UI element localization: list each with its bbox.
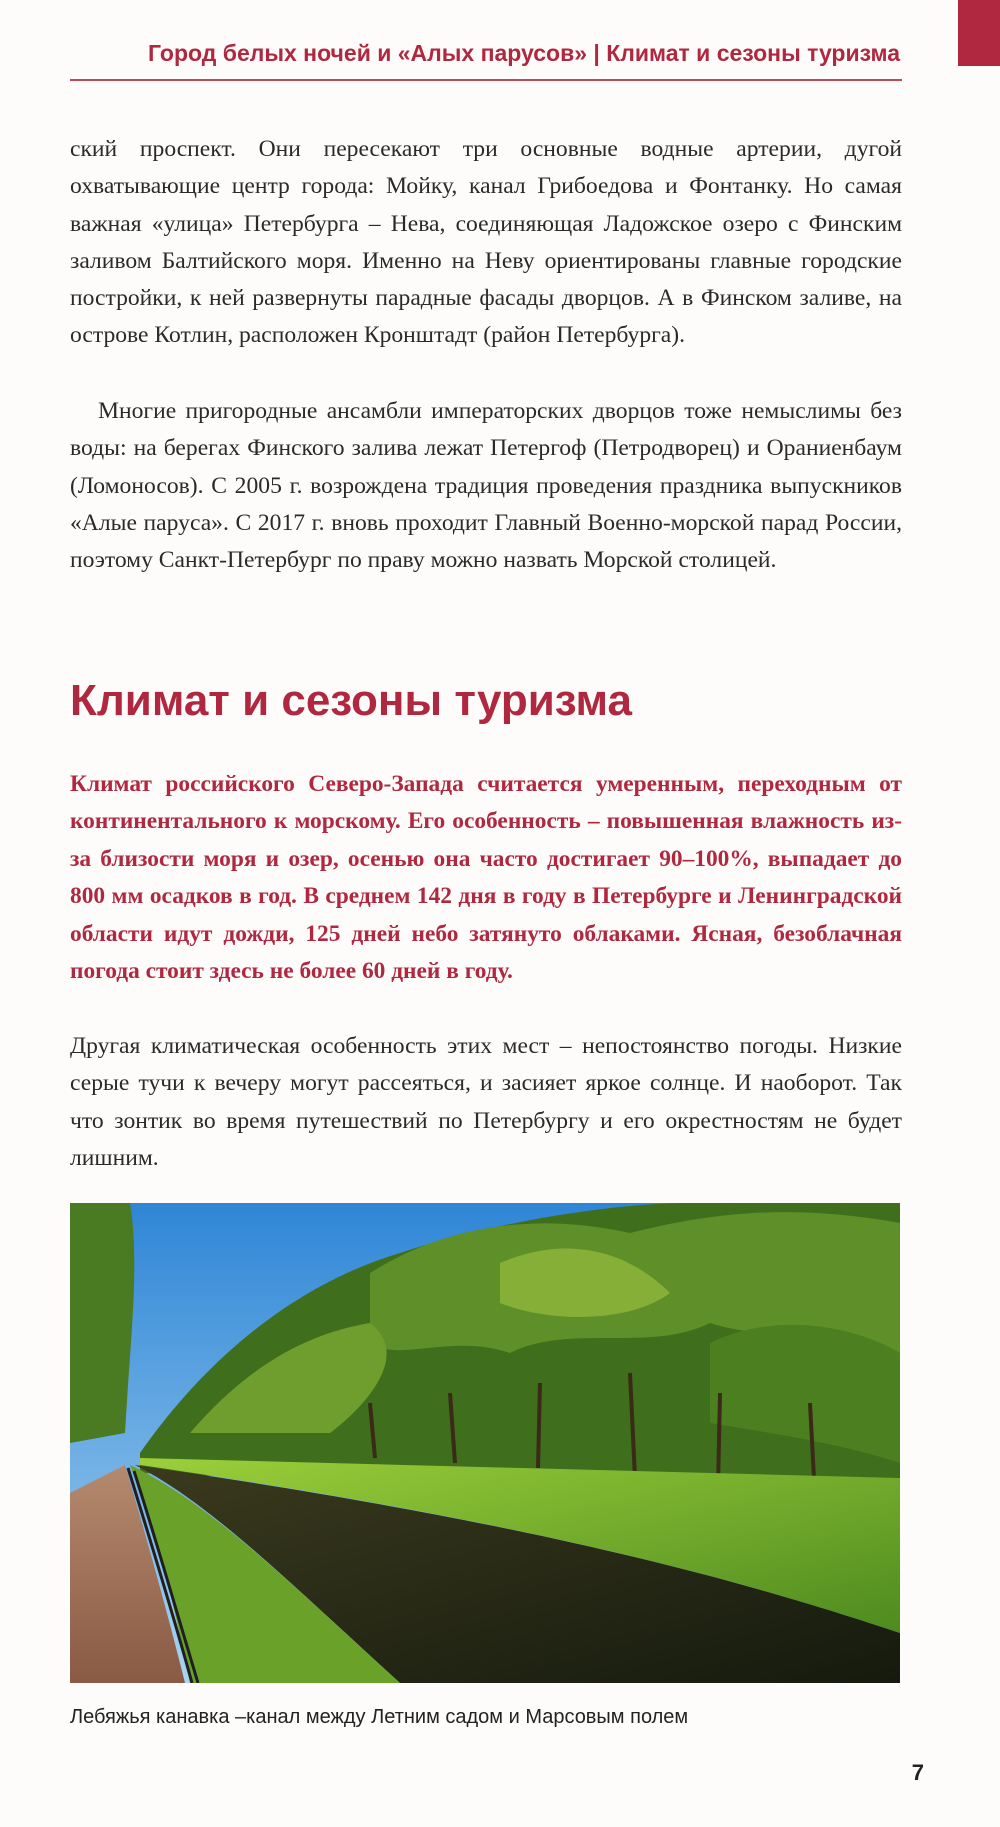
running-header: Город белых ночей и «Алых парусов» | Климат и сезоны туризма xyxy=(148,40,900,66)
body-paragraph-1: ский проспект. Они пересекают три основные водные артерии, дугой охватывающие центр города: Мойку, канал Грибоедова и Фонтанку. Но самая важная «улица» Петербурга – Нева, соединяющая Ладожское озеро с Финским заливом Балтийского моря. Именно на Неву ориентированы главные городские постройки, к ней развернуты парадные фасады дворцов. А в Финском заливе, на острове Котлин, расположен Кронштадт (район Петербурга). xyxy=(70,136,902,349)
section-heading: Климат и сезоны туризма xyxy=(70,676,632,725)
body-paragraph-3: Другая климатическая особенность этих мест – непостоянство погоды. Низкие серые тучи к вечеру могут рассеяться, и засияет яркое солнце. И наоборот. Так что зонтик во время путешествий по Петербургу и его окрестностям не будет лишним. xyxy=(70,1033,902,1171)
page-number: 7 xyxy=(911,1760,924,1785)
canal-photo xyxy=(70,1203,900,1683)
header-divider xyxy=(70,79,902,81)
chapter-tab-marker xyxy=(958,0,1000,66)
body-paragraph-2: Многие пригородные ансамбли императорских дворцов тоже немыслимы без воды: на берегах Финского залива лежат Петергоф (Петродворец) и Ораниенбаум (Ломоносов). С 2005 г. возрождена традиция проведения праздника выпускников «Алые паруса». С 2017 г. вновь проходит Главный Военно-морской парад России, поэтому Санкт-Петербург по праву можно назвать Морской столицей. xyxy=(70,398,902,574)
lead-paragraph: Климат российского Северо-Запада считается умеренным, переходным от континентального к морскому. Его особенность – повышенная влажность из-за близости моря и озер, осенью она часто достигает 90–100%, выпадает до 800 мм осадков в год. В среднем 142 дня в году в Петербурге и Ленинградской области идут дожди, 125 дней небо затянуто облаками. Ясная, безоблачная погода стоит здесь не более 60 дней в году. xyxy=(70,771,902,985)
photo-caption: Лебяжья канавка –канал между Летним садом и Марсовым полем xyxy=(70,1706,689,1728)
